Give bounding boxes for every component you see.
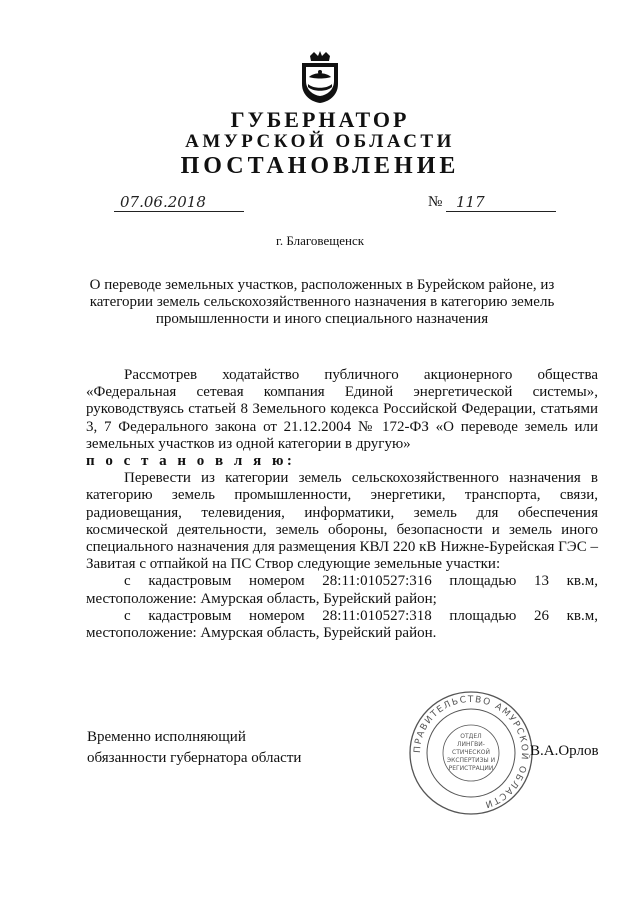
parcel-item-1: с кадастровым номером 28:11:010527:316 площадью 13 кв.м, местоположение: Амурская область, Бурейский район; [86, 573, 598, 607]
seal-line: ОТДЕЛ [460, 733, 482, 740]
seal-line: ЭКСПЕРТИЗЫ И [446, 757, 496, 764]
body-paragraph-decision: Перевести из категории земель сельскохозяйственного назначения в категорию земель промышленности, энергетики, транспорта, связи, радиовещания, телевидения, информатики, земель для обеспечения космической деятельности, земель обороны, безопасности и земель иного специального назначения для размещения КВЛ 220 кВ Нижне-Бурейская ГЭС – Завитая с отпайкой на ПС Створ следующие земельные участки: [86, 470, 598, 573]
seal-line: ЛИНГВИ- [457, 741, 485, 748]
body-paragraph-preamble: Рассмотрев ходатайство публичного акционерного общества «Федеральная сетевая компания Единой энергетической системы», руководствуясь статьей 8 Земельного кодекса Российской Федерации, статьями 3, 7 Федерального закона от 21.12.2004 № 172-ФЗ «О переводе земель или земельных участков из одной категории в другую» [86, 367, 598, 452]
seal-ring-text: ПРАВИТЕЛЬСТВО АМУРСКОЙ ОБЛАСТИ [412, 694, 530, 810]
document-body [86, 367, 598, 642]
document-number: 117 [456, 193, 485, 211]
signatory-line-2: обязанности губернатора области [87, 750, 302, 766]
city: г. Благовещенск [275, 233, 365, 248]
issuer-title: ГУБЕРНАТОР [230, 107, 410, 132]
document-date: 07.06.2018 [120, 193, 206, 211]
document-type: ПОСТАНОВЛЕНИЕ [180, 153, 460, 179]
parcel-item-2: с кадастровым номером 28:11:010527:318 площадью 26 кв.м, местоположение: Амурская область, Бурейский район. [86, 607, 598, 642]
official-seal [408, 690, 534, 816]
issuer-region: АМУРСКОЙ ОБЛАСТИ [185, 131, 455, 152]
coat-of-arms-emblem [298, 50, 342, 104]
seal-line: РЕГИСТРАЦИИ [448, 765, 494, 772]
signatory-name: В.А.Орлов [530, 743, 599, 759]
decree-word: п о с т а н о в л я ю: [86, 453, 296, 470]
signatory-line-1: Временно исполняющий [87, 729, 246, 745]
number-underline [446, 210, 556, 212]
date-underline [114, 210, 244, 212]
signatory-position [87, 727, 301, 769]
seal-line: СТИЧЕСКОЙ [452, 749, 490, 756]
number-label: № [428, 194, 443, 210]
document-subject: О переводе земельных участков, расположенных в Бурейском районе, из категории земель сельскохозяйственного назначения в категорию земель промышленности и иного специального назначения [89, 277, 555, 327]
